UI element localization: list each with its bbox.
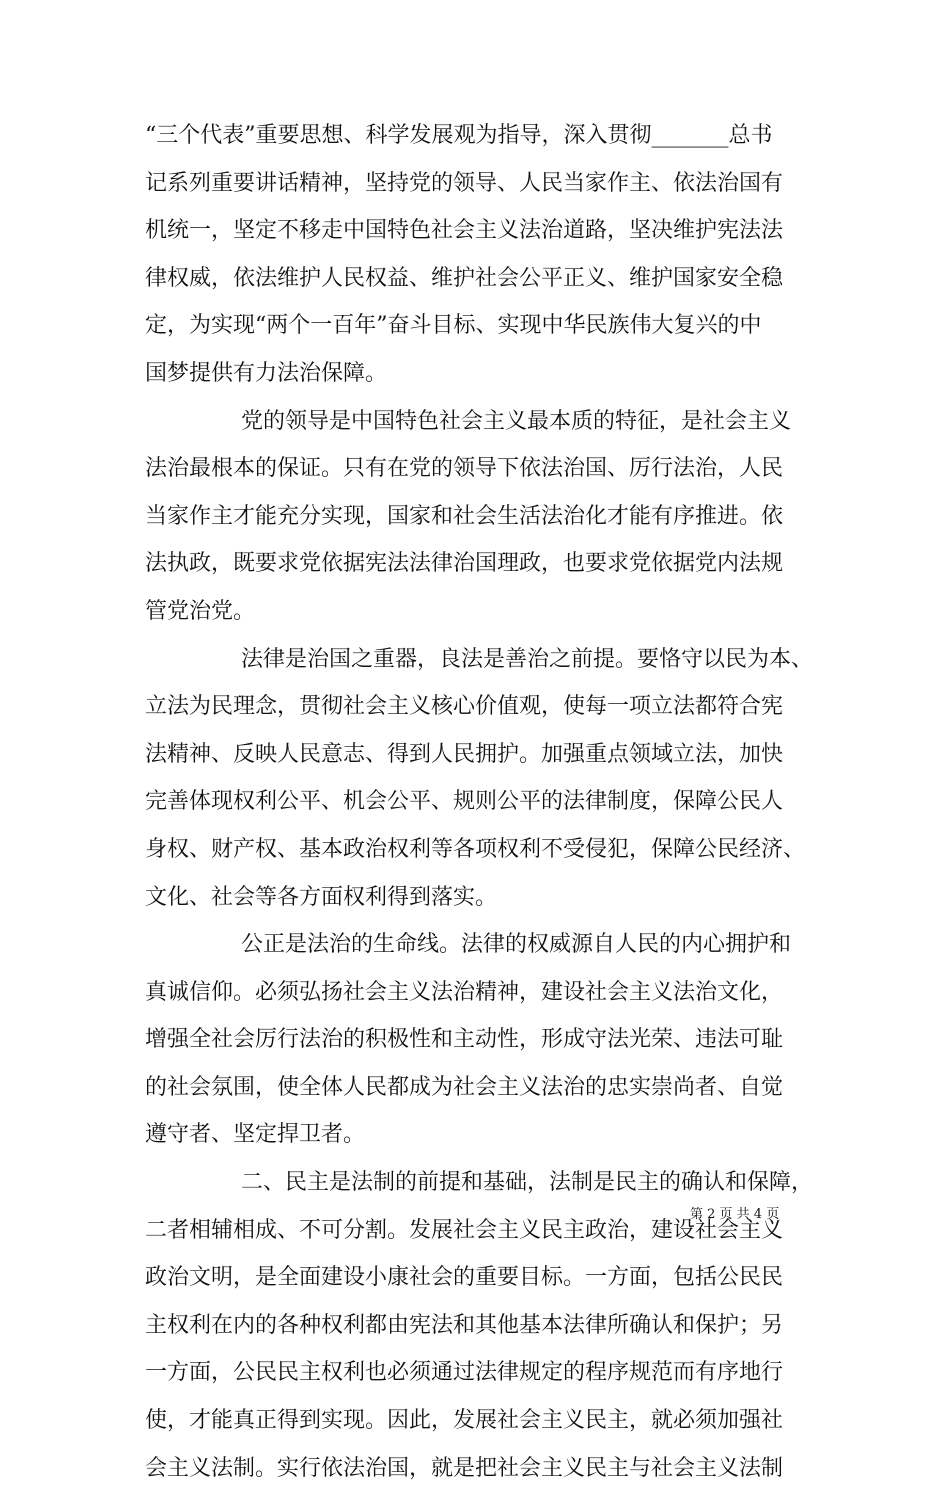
text-line: 身权、财产权、基本政治权利等各项权利不受侵犯，保障公民经济、: [145, 836, 806, 862]
text-line: 主权利在内的各种权利都由宪法和其他基本法律所确认和保护；另: [145, 1312, 784, 1338]
text-line: 文化、社会等各方面权利得到落实。: [145, 884, 498, 910]
document-body: [145, 112, 825, 1492]
text-line: 使，才能真正得到实现。因此，发展社会主义民主，就必须加强社: [145, 1408, 784, 1434]
text-line: 会主义法制。实行依法治国，就是把社会主义民主与社会主义法制: [145, 1455, 784, 1481]
text-line: 律权威，依法维护人民权益、维护社会公平正义、维护国家安全稳: [145, 265, 784, 291]
page-footer: 第 2 页 共 4 页: [690, 1207, 780, 1222]
text-line: 立法为民理念，贯彻社会主义核心价值观，使每一项立法都符合宪: [145, 694, 784, 720]
text-line: 遵守者、坚定捍卫者。: [145, 1122, 366, 1148]
text-line: 国梦提供有力法治保障。: [145, 360, 388, 386]
text-line: 法执政，既要求党依据宪法法律治国理政，也要求党依据党内法规: [145, 551, 784, 577]
text-line: 增强全社会厉行法治的积极性和主动性，形成守法光荣、违法可耻: [145, 1027, 784, 1053]
text-line: 的社会氛围，使全体人民都成为社会主义法治的忠实崇尚者、自觉: [145, 1074, 784, 1100]
text-line: 法精神、反映人民意志、得到人民拥护。加强重点领域立法，加快: [145, 741, 784, 767]
text-line: 当家作主才能充分实现，国家和社会生活法治化才能有序推进。依: [145, 503, 784, 529]
text-line: “三个代表”重要思想、科学发展观为指导，深入贯彻_______总书: [145, 123, 773, 148]
text-line: 定，为实现“两个一百年”奋斗目标、实现中华民族伟大复兴的中: [145, 313, 762, 339]
text-line: 记系列重要讲话精神，坚持党的领导、人民当家作主、依法治国有: [145, 170, 784, 196]
text-line: 管党治党。: [145, 598, 256, 624]
text-line: 完善体现权利公平、机会公平、规则公平的法律制度，保障公民人: [145, 789, 784, 815]
text-line: 政治文明，是全面建设小康社会的重要目标。一方面，包括公民民: [145, 1265, 784, 1291]
text-line: 党的领导是中国特色社会主义最本质的特征，是社会主义: [241, 408, 792, 434]
text-line: 法治最根本的保证。只有在党的领导下依法治国、厉行法治，人民: [145, 456, 784, 482]
text-line: 真诚信仰。必须弘扬社会主义法治精神，建设社会主义法治文化，: [145, 979, 784, 1005]
text-line: 机统一，坚定不移走中国特色社会主义法治道路，坚决维护宪法法: [145, 218, 784, 244]
text-line: 二者相辅相成、不可分割。发展社会主义民主政治，建设社会主义: [145, 1217, 784, 1243]
text-line: 一方面，公民民主权利也必须通过法律规定的程序规范而有序地行: [145, 1360, 784, 1386]
text-line: 公正是法治的生命线。法律的权威源自人民的内心拥护和: [241, 932, 792, 958]
text-line: 二、民主是法制的前提和基础，法制是民主的确认和保障，: [241, 1170, 814, 1196]
text-line: 法律是治国之重器，良法是善治之前提。要恪守以民为本、: [241, 646, 814, 672]
